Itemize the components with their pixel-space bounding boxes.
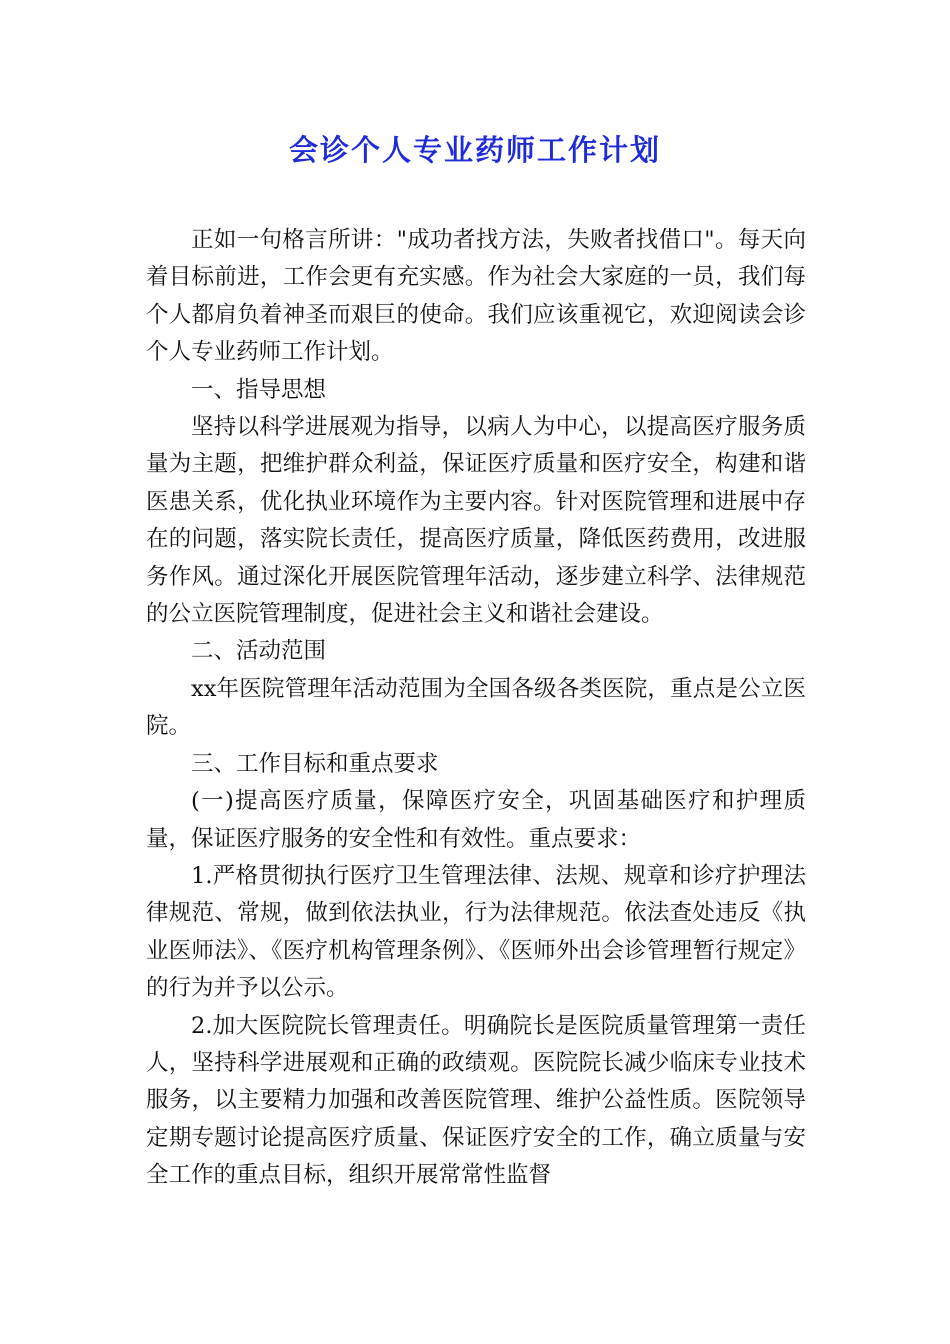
section-heading-2: 二、活动范围	[191, 638, 327, 665]
requirement-2-paragraph: 2.加大医院院长管理责任。明确院长是医院质量管理第一责任人，坚持科学进展观和正确的政绩观。医院院长减少临床专业技术服务，以主要精力加强和改善医院管理、维护公益性质。医院领导定期专题讨论提高医疗质量、保证医疗安全的工作，确立质量与安全工作的重点目标，组织开展常常性监督	[146, 1012, 806, 1189]
requirement-1-paragraph: 1.严格贯彻执行医疗卫生管理法律、法规、规章和诊疗护理法律规范、常规，做到依法执业，行为法律规范。依法查处违反《执业医师法》、《医疗机构管理条例》、《医师外出会诊管理暂行规定》的行为并予以公示。	[146, 862, 806, 1002]
document-title: 会诊个人专业药师工作计划	[288, 133, 661, 167]
guiding-ideology-paragraph: 坚持以科学进展观为指导，以病人为中心，以提高医疗服务质量为主题，把维护群众利益，保证医疗质量和医疗安全，构建和谐医患关系，优化执业环境作为主要内容。针对医院管理和进展中存在的问题，落实院长责任，提高医疗质量，降低医药费用，改进服务作风。通过深化开展医院管理年活动，逐步建立科学、法律规范的公立医院管理制度，促进社会主义和谐社会建设。	[146, 414, 806, 628]
subsection-1-paragraph: (一)提高医疗质量，保障医疗安全，巩固基础医疗和护理质量，保证医疗服务的安全性和有效性。重点要求：	[146, 788, 806, 852]
section-heading-1: 一、指导思想	[191, 376, 327, 403]
section-heading-3: 三、工作目标和重点要求	[191, 750, 439, 777]
document-body	[146, 222, 806, 1195]
activity-scope-paragraph: xx年医院管理年活动范围为全国各级各类医院，重点是公立医院。	[146, 675, 806, 740]
intro-paragraph: 正如一句格言所讲："成功者找方法，失败者找借口"。每天向着目标前进，工作会更有充实感。作为社会大家庭的一员，我们每个人都肩负着神圣而艰巨的使命。我们应该重视它，欢迎阅读会诊个人专业药师工作计划。	[146, 227, 806, 366]
